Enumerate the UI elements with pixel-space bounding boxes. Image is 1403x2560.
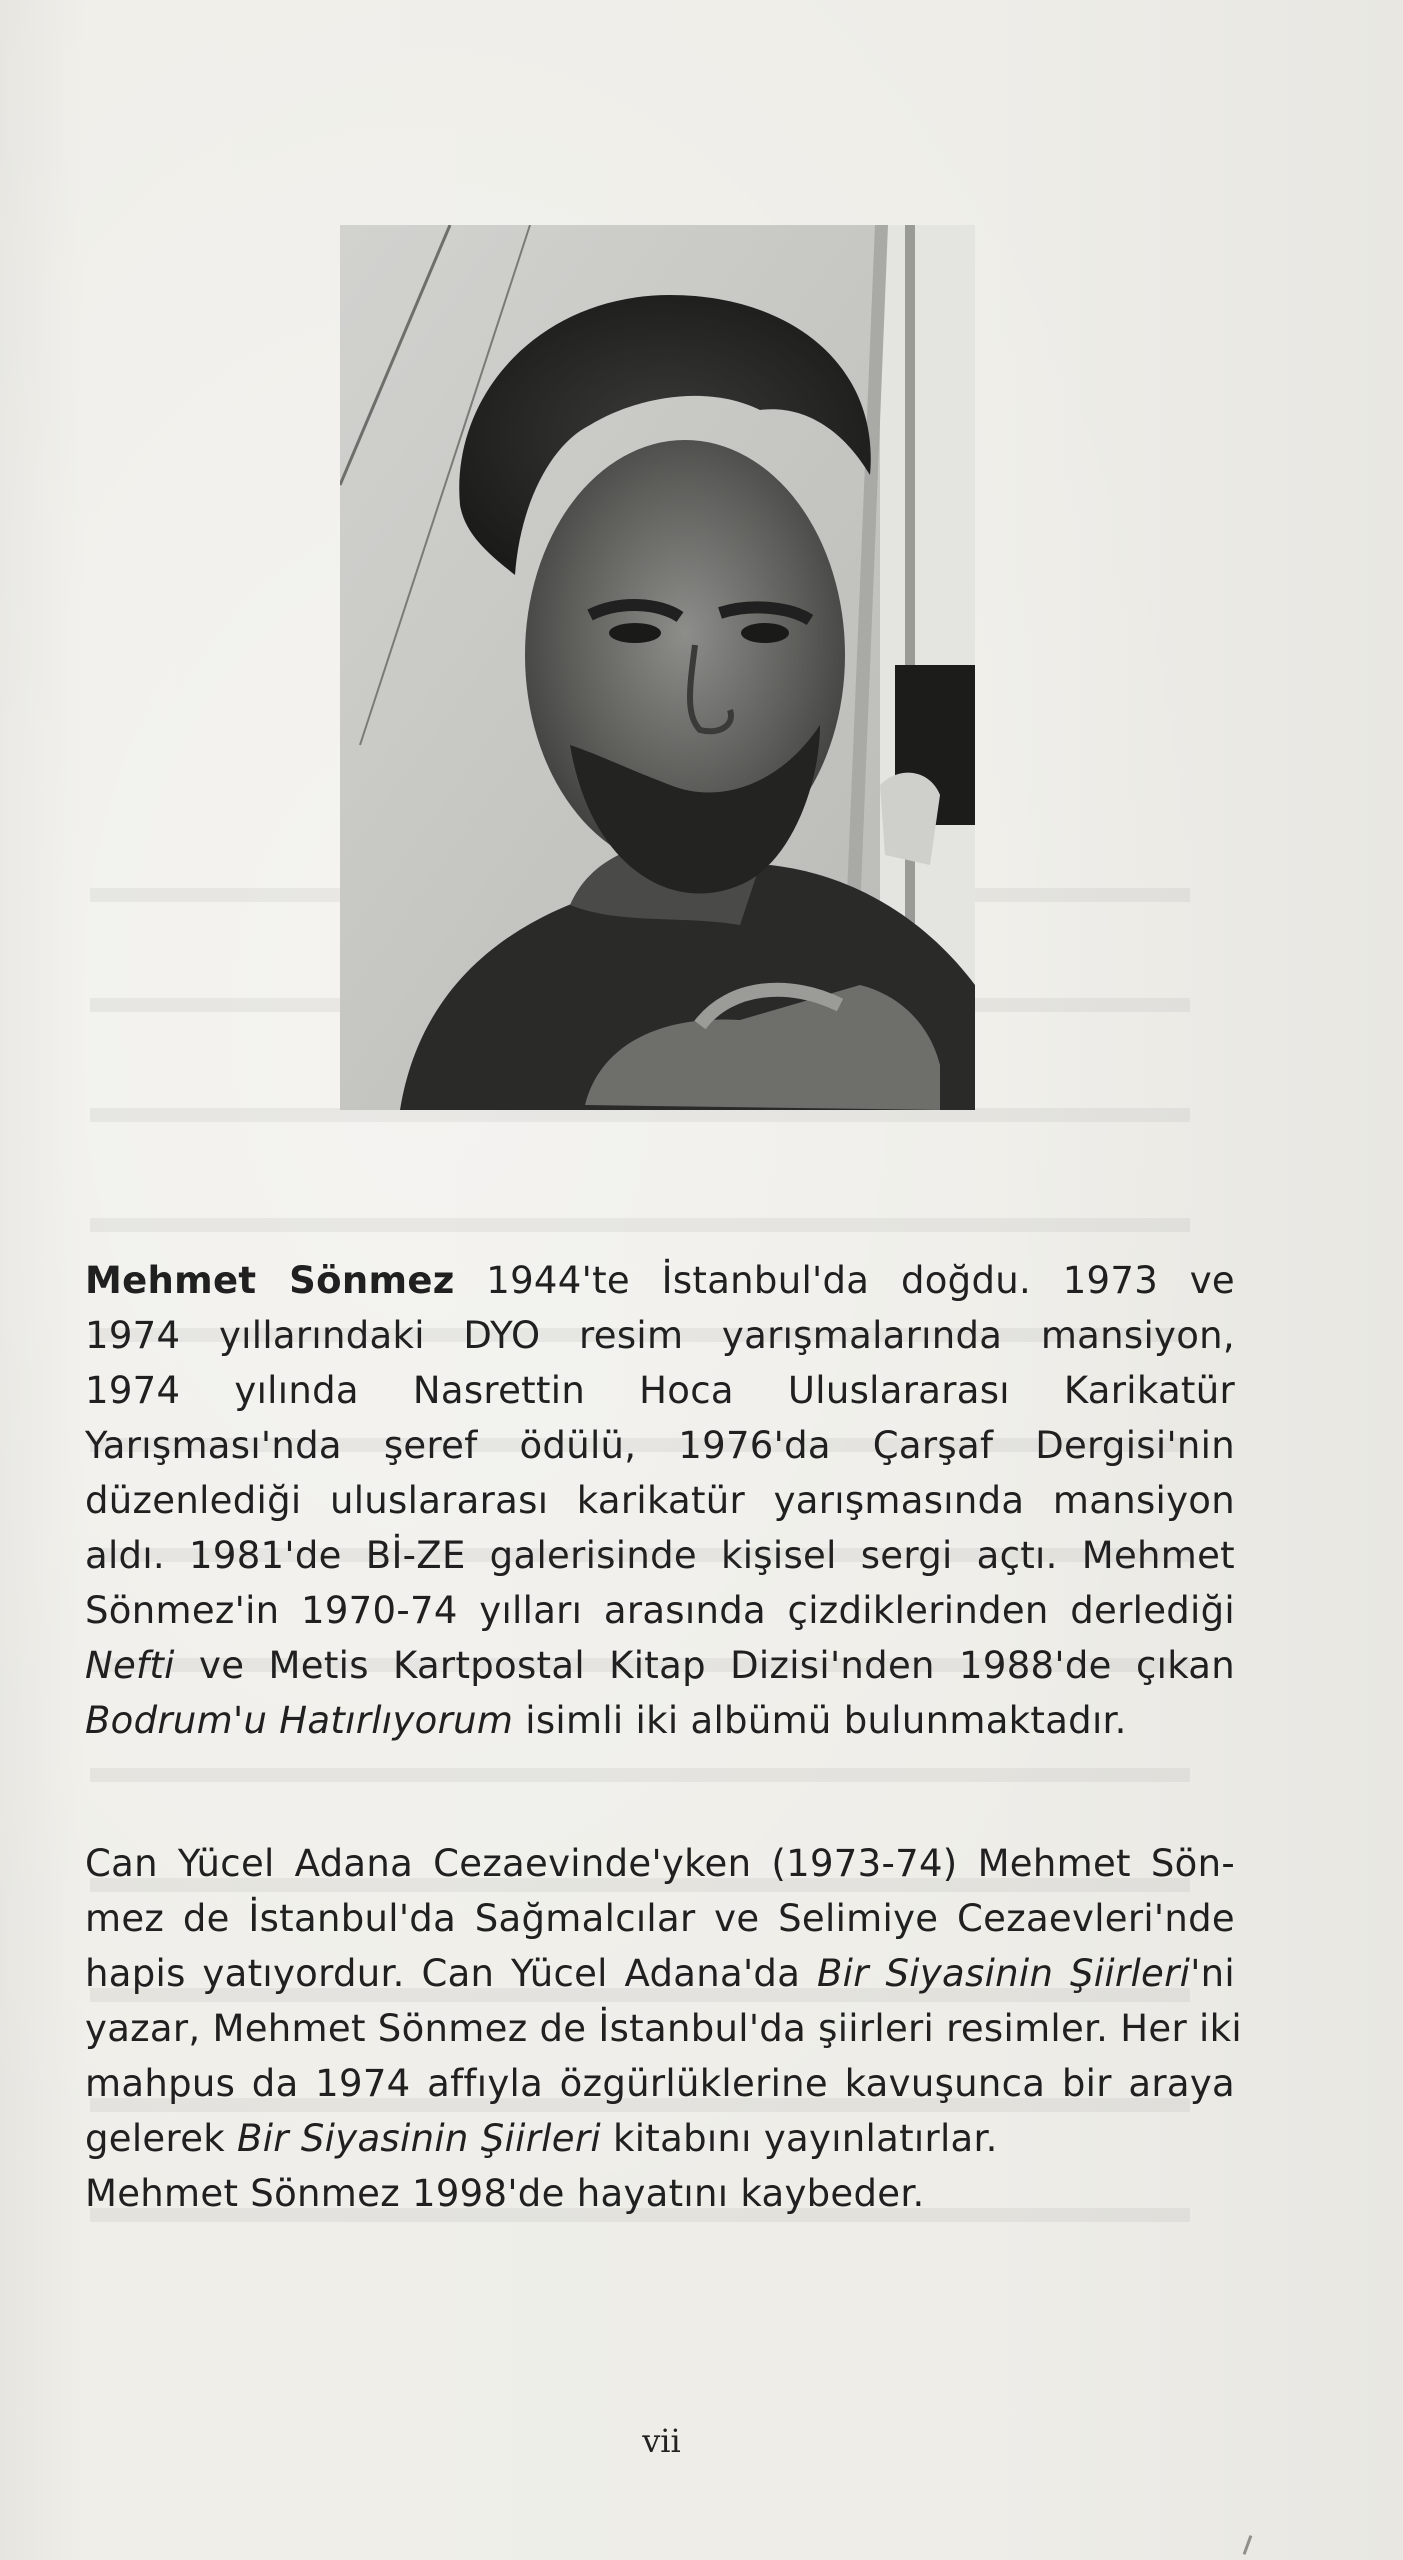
bio-line: Yarışması'nda şeref ödülü, 1976'da Çarşaf Dergisi'nin: [85, 1424, 1235, 1467]
author-biography: [85, 1253, 1235, 1748]
story-line: gelerek Bir Siyasinin Şiirleri kitabını yayınlatırlar.: [85, 2117, 998, 2160]
bio-line: düzenlediği uluslararası karikatür yarışmasında mansiyon: [85, 1479, 1235, 1522]
story-line: Can Yücel Adana Cezaevinde'yken (1973-74) Mehmet Sön-: [85, 1842, 1235, 1885]
page-number: vii: [642, 2422, 681, 2460]
bio-line: 1974 yıllarındaki DYO resim yarışmalarında mansiyon,: [85, 1314, 1235, 1357]
book-title: Bir Siyasinin Şiirleri: [237, 2117, 601, 2160]
story-line: Mehmet Sönmez 1998'de hayatını kaybeder.: [85, 2172, 925, 2215]
bio-line: 1974 yılında Nasrettin Hoca Uluslararası Karikatür: [85, 1369, 1235, 1412]
bio-line: Bodrum'u Hatırlıyorum isimli iki albümü bulunmaktadır.: [85, 1699, 1127, 1742]
portrait-image: [340, 225, 975, 1110]
pencil-mark: [1243, 2535, 1253, 2555]
bio-line: aldı. 1981'de Bİ-ZE galerisinde kişisel sergi açtı. Mehmet: [85, 1534, 1235, 1577]
prison-story-paragraph: [85, 1836, 1242, 2221]
bio-line: Sönmez'in 1970-74 yılları arasında çizdiklerinden derlediği: [85, 1589, 1235, 1632]
album-title: Bodrum'u Hatırlıyorum: [85, 1699, 514, 1742]
author-name: Mehmet Sönmez: [85, 1259, 455, 1302]
story-line: hapis yatıyordur. Can Yücel Adana'da Bir Siyasinin Şiirleri'ni: [85, 1952, 1235, 1995]
story-line: mahpus da 1974 affıyla özgürlüklerine kavuşunca bir araya: [85, 2062, 1235, 2105]
book-title: Bir Siyasinin Şiirleri: [816, 1952, 1191, 1995]
story-line: yazar, Mehmet Sönmez de İstanbul'da şiirleri resimler. Her iki: [85, 2007, 1242, 2050]
album-title: Nefti: [85, 1644, 175, 1687]
bio-line: Mehmet Sönmez 1944'te İstanbul'da doğdu. 1973 ve: [85, 1259, 1235, 1302]
story-line: mez de İstanbul'da Sağmalcılar ve Selimiye Cezaevleri'nde: [85, 1897, 1235, 1940]
bio-line: Nefti ve Metis Kartpostal Kitap Dizisi'nden 1988'de çıkan: [85, 1644, 1235, 1687]
author-photo: [340, 225, 975, 1110]
